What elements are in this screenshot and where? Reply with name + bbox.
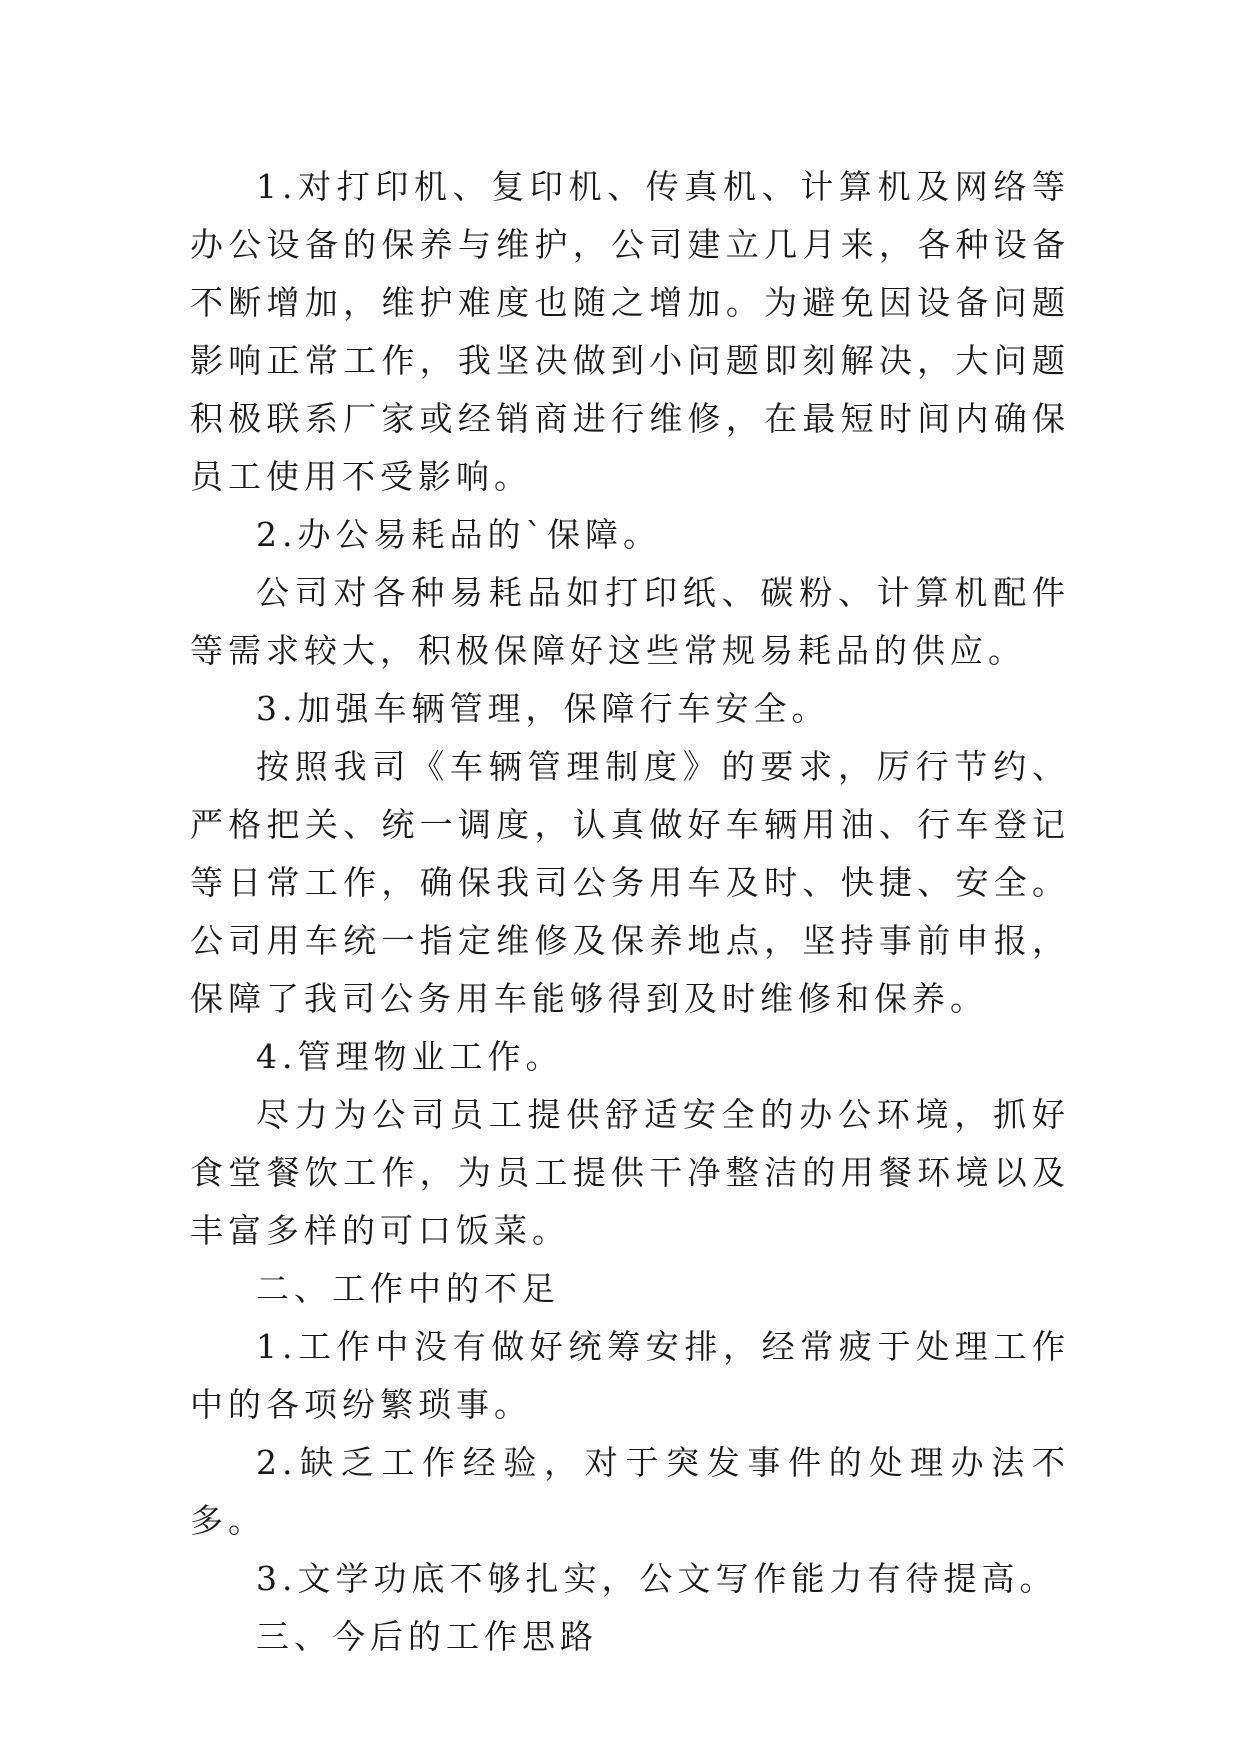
paragraph-equipment-maintenance: 1.对打印机、复印机、传真机、计算机及网络等办公设备的保养与维护，公司建立几月来，各种设备不断增加，维护难度也随之增加。为避免因设备问题影响正常工作，我坚决做到小问题即刻解决，大问题积极联系厂家或经销商进行维修，在最短时间内确保员工使用不受影响。 [190, 167, 1070, 496]
paragraph-property-body: 尽力为公司员工提供舒适安全的办公环境，抓好食堂餐饮工作，为员工提供干净整洁的用餐环境以及丰富多样的可口饭菜。 [190, 1095, 1070, 1250]
paragraph-vehicle-heading: 3.加强车辆管理，保障行车安全。 [256, 689, 830, 728]
paragraph-consumables-heading: 2.办公易耗品的`保障。 [256, 515, 661, 554]
paragraph-vehicle-body: 按照我司《车辆管理制度》的要求，厉行节约、严格把关、统一调度，认真做好车辆用油、行车登记等日常工作，确保我司公务用车及时、快捷、安全。公司用车统一指定维修及保养地点，坚持事前申报，保障了我司公务用车能够得到及时维修和保养。 [190, 747, 1070, 1018]
section-heading-shortcomings: 二、工作中的不足 [256, 1269, 560, 1308]
paragraph-consumables-body: 公司对各种易耗品如打印纸、碳粉、计算机配件等需求较大，积极保障好这些常规易耗品的供应。 [190, 573, 1070, 670]
paragraph-shortcoming-2: 2.缺乏工作经验，对于突发事件的处理办法不多。 [190, 1443, 1070, 1540]
paragraph-property-heading: 4.管理物业工作。 [256, 1037, 564, 1076]
paragraph-shortcoming-3: 3.文学功底不够扎实，公文写作能力有待提高。 [256, 1559, 1058, 1598]
document-body [190, 158, 1070, 1666]
section-heading-future-plans: 三、今后的工作思路 [256, 1617, 598, 1656]
paragraph-shortcoming-1: 1.工作中没有做好统筹安排，经常疲于处理工作中的各项纷繁琐事。 [190, 1327, 1070, 1424]
